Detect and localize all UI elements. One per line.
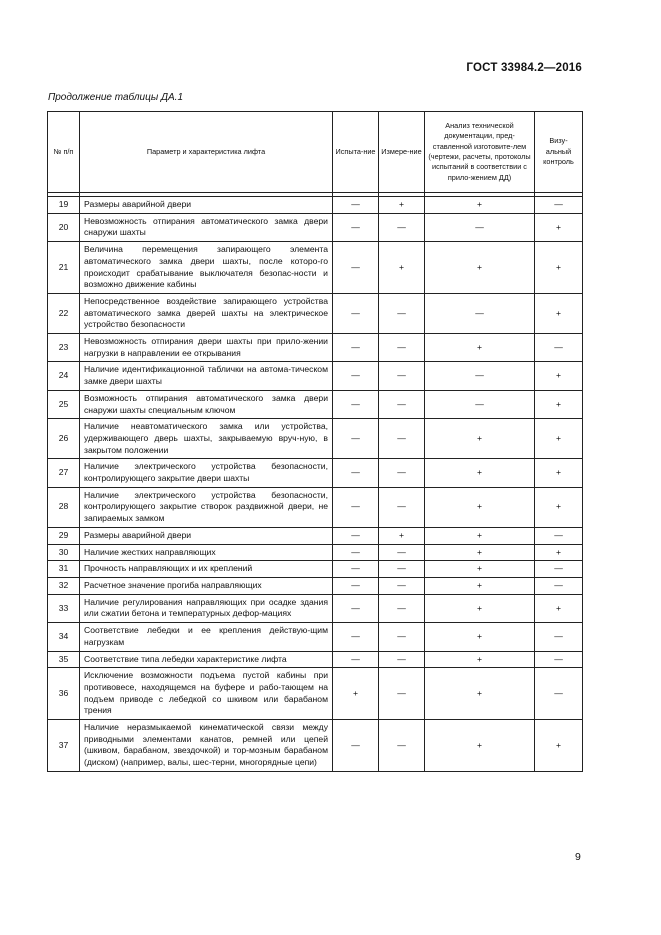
row-measure-mark: — xyxy=(379,487,425,527)
row-visual-mark: + xyxy=(535,362,583,390)
table-row xyxy=(48,651,583,668)
row-number: 37 xyxy=(48,720,80,772)
row-measure-mark: — xyxy=(379,561,425,578)
table-row xyxy=(48,720,583,772)
row-number: 21 xyxy=(48,242,80,294)
row-parameter: Прочность направляющих и их креплений xyxy=(80,561,333,578)
row-parameter: Наличие неавтоматического замка или устройства, удерживающего дверь шахты, закрываемую вруч-ную, в закрытом положении xyxy=(80,419,333,459)
row-parameter: Размеры аварийной двери xyxy=(80,197,333,214)
row-analysis-mark: + xyxy=(425,561,535,578)
table-row xyxy=(48,577,583,594)
row-parameter: Размеры аварийной двери xyxy=(80,527,333,544)
row-test-mark: — xyxy=(333,623,379,651)
row-visual-mark: + xyxy=(535,213,583,241)
row-parameter: Расчетное значение прогиба направляющих xyxy=(80,577,333,594)
table-row xyxy=(48,459,583,487)
header-measure: Измере-ние xyxy=(379,112,425,193)
row-test-mark: — xyxy=(333,197,379,214)
row-test-mark: — xyxy=(333,527,379,544)
table-row xyxy=(48,390,583,418)
row-number: 32 xyxy=(48,577,80,594)
row-number: 26 xyxy=(48,419,80,459)
row-test-mark: — xyxy=(333,577,379,594)
row-parameter: Невозможность отпирания автоматического замка двери снаружи шахты xyxy=(80,213,333,241)
standard-code: ГОСТ 33984.2—2016 xyxy=(466,62,582,74)
row-analysis-mark: + xyxy=(425,594,535,622)
row-parameter: Наличие электрического устройства безопасности, контролирующего закрытие двери шахты xyxy=(80,459,333,487)
row-measure-mark: — xyxy=(379,577,425,594)
row-number: 22 xyxy=(48,293,80,333)
row-measure-mark: + xyxy=(379,197,425,214)
row-visual-mark: + xyxy=(535,544,583,561)
row-parameter: Исключение возможности подъема пустой кабины при противовесе, находящемся на буфере и рабо-тающем на подъем приводе с лебедкой со шкивом или барабаном трения xyxy=(80,668,333,720)
table-body xyxy=(48,197,583,772)
row-visual-mark: + xyxy=(535,242,583,294)
row-measure-mark: — xyxy=(379,419,425,459)
header-param: Параметр и характеристика лифта xyxy=(80,112,333,193)
row-measure-mark: — xyxy=(379,213,425,241)
table-row xyxy=(48,419,583,459)
table-row xyxy=(48,334,583,362)
header-visual: Визу-альный контроль xyxy=(535,112,583,193)
row-analysis-mark: — xyxy=(425,390,535,418)
row-visual-mark: — xyxy=(535,577,583,594)
row-test-mark: — xyxy=(333,293,379,333)
row-number: 28 xyxy=(48,487,80,527)
row-number: 33 xyxy=(48,594,80,622)
row-number: 29 xyxy=(48,527,80,544)
row-number: 30 xyxy=(48,544,80,561)
page-number: 9 xyxy=(575,851,581,863)
table-row xyxy=(48,527,583,544)
row-test-mark: — xyxy=(333,213,379,241)
row-number: 23 xyxy=(48,334,80,362)
row-test-mark: — xyxy=(333,487,379,527)
row-analysis-mark: + xyxy=(425,544,535,561)
row-measure-mark: — xyxy=(379,459,425,487)
table-row xyxy=(48,561,583,578)
row-parameter: Наличие жестких направляющих xyxy=(80,544,333,561)
row-number: 31 xyxy=(48,561,80,578)
row-test-mark: — xyxy=(333,651,379,668)
row-measure-mark: — xyxy=(379,720,425,772)
row-test-mark: — xyxy=(333,334,379,362)
row-measure-mark: + xyxy=(379,527,425,544)
table-row xyxy=(48,362,583,390)
row-test-mark: — xyxy=(333,720,379,772)
header-analysis: Анализ технической документации, пред-ставленной изготовите-лем (чертежи, расчеты, протоколы испытаний в соответствии с прило-жением ДД) xyxy=(425,112,535,193)
row-visual-mark: — xyxy=(535,561,583,578)
row-measure-mark: — xyxy=(379,651,425,668)
row-parameter: Соответствие лебедки и ее крепления действую-щим нагрузкам xyxy=(80,623,333,651)
row-analysis-mark: + xyxy=(425,459,535,487)
row-measure-mark: — xyxy=(379,668,425,720)
table-row xyxy=(48,623,583,651)
row-measure-mark: — xyxy=(379,623,425,651)
row-parameter: Величина перемещения запирающего элемента автоматического замка двери шахты, после которо-го происходит срабатывание выключателя безопас-ности и возможно движение кабины xyxy=(80,242,333,294)
row-visual-mark: — xyxy=(535,623,583,651)
row-parameter: Непосредственное воздействие запирающего устройства автоматического замка дверей шахты на электрическое устройство безопасности xyxy=(80,293,333,333)
row-measure-mark: — xyxy=(379,594,425,622)
row-test-mark: — xyxy=(333,419,379,459)
row-analysis-mark: + xyxy=(425,527,535,544)
table-row xyxy=(48,213,583,241)
row-test-mark: — xyxy=(333,544,379,561)
row-analysis-mark: + xyxy=(425,487,535,527)
row-analysis-mark: + xyxy=(425,577,535,594)
table-row xyxy=(48,293,583,333)
row-analysis-mark: + xyxy=(425,651,535,668)
row-visual-mark: + xyxy=(535,459,583,487)
row-test-mark: — xyxy=(333,362,379,390)
header-test: Испыта-ние xyxy=(333,112,379,193)
row-visual-mark: + xyxy=(535,594,583,622)
row-analysis-mark: + xyxy=(425,623,535,651)
table-row xyxy=(48,668,583,720)
table-row xyxy=(48,197,583,214)
row-test-mark: — xyxy=(333,242,379,294)
table-row xyxy=(48,544,583,561)
table-row xyxy=(48,594,583,622)
row-number: 24 xyxy=(48,362,80,390)
row-visual-mark: + xyxy=(535,419,583,459)
row-number: 35 xyxy=(48,651,80,668)
row-parameter: Наличие неразмыкаемой кинематической связи между приводными элементами канатов, ремней или цепей (шкивом, барабаном, звездочкой) и тор-мозным барабаном (диском) (например, валы, шес-терни, многорядные цепи) xyxy=(80,720,333,772)
row-number: 19 xyxy=(48,197,80,214)
row-analysis-mark: — xyxy=(425,293,535,333)
row-measure-mark: — xyxy=(379,390,425,418)
row-test-mark: — xyxy=(333,390,379,418)
row-number: 27 xyxy=(48,459,80,487)
row-analysis-mark: + xyxy=(425,334,535,362)
row-measure-mark: — xyxy=(379,293,425,333)
row-visual-mark: — xyxy=(535,651,583,668)
row-measure-mark: — xyxy=(379,334,425,362)
row-measure-mark: — xyxy=(379,362,425,390)
row-analysis-mark: + xyxy=(425,419,535,459)
row-visual-mark: — xyxy=(535,334,583,362)
row-parameter: Соответствие типа лебедки характеристике лифта xyxy=(80,651,333,668)
row-analysis-mark: — xyxy=(425,213,535,241)
row-parameter: Невозможность отпирания двери шахты при прило-жении нагрузки в направлении ее открывания xyxy=(80,334,333,362)
row-visual-mark: + xyxy=(535,390,583,418)
row-measure-mark: + xyxy=(379,242,425,294)
row-analysis-mark: + xyxy=(425,242,535,294)
table-row xyxy=(48,242,583,294)
row-test-mark: — xyxy=(333,459,379,487)
row-number: 20 xyxy=(48,213,80,241)
row-analysis-mark: + xyxy=(425,197,535,214)
row-test-mark: — xyxy=(333,594,379,622)
row-analysis-mark: — xyxy=(425,362,535,390)
row-measure-mark: — xyxy=(379,544,425,561)
row-analysis-mark: + xyxy=(425,720,535,772)
row-test-mark: — xyxy=(333,561,379,578)
row-parameter: Возможность отпирания автоматического замка двери снаружи шахты специальным ключом xyxy=(80,390,333,418)
row-visual-mark: + xyxy=(535,487,583,527)
row-visual-mark: — xyxy=(535,197,583,214)
header-num: № п/п xyxy=(48,112,80,193)
row-parameter: Наличие регулирования направляющих при осадке здания или сжатии бетона и температурных дефор-мациях xyxy=(80,594,333,622)
row-parameter: Наличие идентификационной таблички на автома-тическом замке двери шахты xyxy=(80,362,333,390)
row-visual-mark: + xyxy=(535,720,583,772)
row-visual-mark: — xyxy=(535,527,583,544)
row-test-mark: + xyxy=(333,668,379,720)
row-number: 34 xyxy=(48,623,80,651)
row-parameter: Наличие электрического устройства безопасности, контролирующего закрытие створок раздвижной двери, не запираемых замком xyxy=(80,487,333,527)
row-number: 25 xyxy=(48,390,80,418)
table-row xyxy=(48,487,583,527)
requirements-table xyxy=(47,111,583,772)
table-header-row xyxy=(48,112,583,193)
row-analysis-mark: + xyxy=(425,668,535,720)
row-number: 36 xyxy=(48,668,80,720)
row-visual-mark: + xyxy=(535,293,583,333)
table-caption: Продолжение таблицы ДА.1 xyxy=(48,92,184,103)
row-visual-mark: — xyxy=(535,668,583,720)
